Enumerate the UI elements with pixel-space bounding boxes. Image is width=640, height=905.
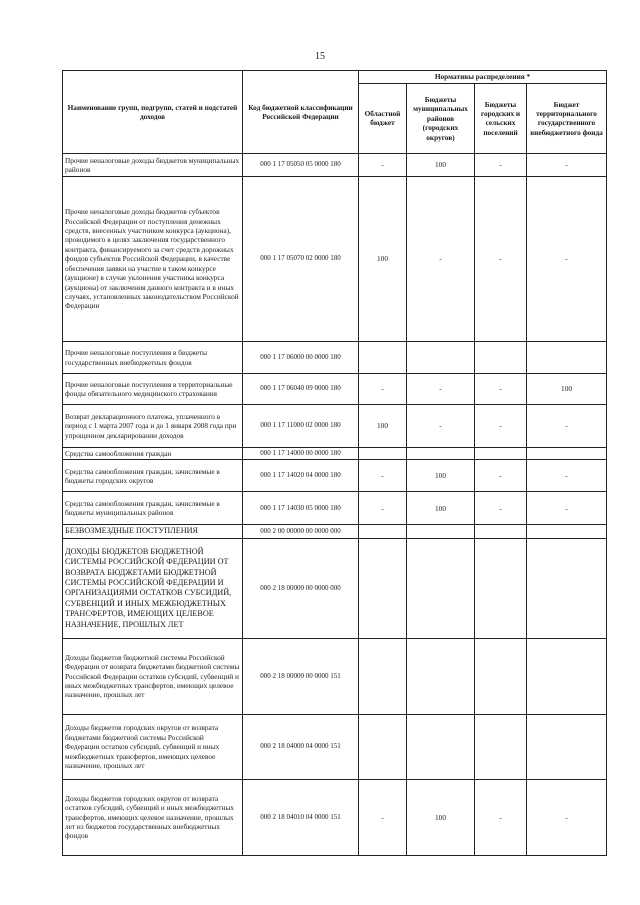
header-regional-budget: Областной бюджет	[359, 83, 407, 153]
table-row	[63, 460, 607, 492]
row-code: 000 2 18 04000 04 0000 151	[243, 714, 359, 779]
row-fund: 100	[527, 374, 607, 405]
table-row	[63, 525, 607, 538]
row-municipal: 100	[407, 460, 475, 492]
row-fund	[527, 538, 607, 638]
row-regional: -	[359, 779, 407, 855]
row-fund	[527, 714, 607, 779]
row-fund: -	[527, 492, 607, 525]
row-settlements: -	[475, 492, 527, 525]
row-code: 000 2 18 00000 00 0000 151	[243, 638, 359, 714]
row-settlements	[475, 714, 527, 779]
row-name: Доходы бюджетов городских округов от возврата остатков субсидий, субвенций и иных межбюджетных трансфертов, имеющих целевое назначение, прошлых лет из бюджетов государственных внебюджетных фондов	[63, 779, 243, 855]
page-number: 15	[315, 51, 325, 62]
row-municipal	[407, 714, 475, 779]
row-name: Прочие неналоговые поступления в территориальные фонды обязательного медицинского страхования	[63, 374, 243, 405]
table-row	[63, 714, 607, 779]
row-code: 000 2 18 00000 00 0000 000	[243, 538, 359, 638]
row-code: 000 1 17 11000 02 0000 180	[243, 405, 359, 448]
row-regional	[359, 448, 407, 460]
row-settlements	[475, 638, 527, 714]
row-fund	[527, 448, 607, 460]
row-regional	[359, 714, 407, 779]
row-settlements: -	[475, 154, 527, 177]
row-settlements	[475, 538, 527, 638]
header-municipal-budgets: Бюджеты муниципальных районов (городских округов)	[407, 83, 475, 153]
row-regional: -	[359, 460, 407, 492]
row-code: 000 1 17 06000 00 0000 180	[243, 342, 359, 374]
table-row	[63, 154, 607, 177]
table-row	[63, 638, 607, 714]
row-municipal: 100	[407, 779, 475, 855]
row-fund: -	[527, 779, 607, 855]
row-settlements: -	[475, 374, 527, 405]
row-regional	[359, 342, 407, 374]
header-settlement-budgets: Бюджеты городских и сельских поселений	[475, 83, 527, 153]
row-municipal: 100	[407, 492, 475, 525]
row-municipal: 100	[407, 154, 475, 177]
row-name: Средства самообложения граждан, зачисляемые в бюджеты городских округов	[63, 460, 243, 492]
row-name: Доходы бюджетов городских округов от возврата бюджетами бюджетной системы Российской Федерации остатков субсидий, субвенций и иных межбюджетных трансфертов, имеющих целевое назначение, прошлых лет	[63, 714, 243, 779]
row-fund: -	[527, 154, 607, 177]
row-municipal	[407, 448, 475, 460]
row-settlements: -	[475, 177, 527, 342]
table-row	[63, 342, 607, 374]
row-regional: -	[359, 374, 407, 405]
table-row	[63, 177, 607, 342]
row-fund	[527, 342, 607, 374]
row-name: Средства самообложения граждан, зачисляемые в бюджеты муниципальных районов	[63, 492, 243, 525]
row-regional	[359, 538, 407, 638]
row-code: 000 2 00 00000 00 0000 000	[243, 525, 359, 538]
row-fund	[527, 525, 607, 538]
row-municipal: -	[407, 177, 475, 342]
row-regional	[359, 638, 407, 714]
revenue-distribution-table	[62, 70, 607, 856]
row-settlements	[475, 525, 527, 538]
row-fund: -	[527, 177, 607, 342]
row-regional: 100	[359, 405, 407, 448]
row-name: ДОХОДЫ БЮДЖЕТОВ БЮДЖЕТНОЙ СИСТЕМЫ РОССИЙСКОЙ ФЕДЕРАЦИИ ОТ ВОЗВРАТА БЮДЖЕТАМИ БЮДЖЕТНОЙ СИСТЕМЫ РОССИЙСКОЙ ФЕДЕРАЦИИ И ОРГАНИЗАЦИЯМИ ОСТАТКОВ СУБСИДИЙ, СУБВЕНЦИЙ И ИНЫХ МЕЖБЮДЖЕТНЫХ ТРАНСФЕРТОВ, ИМЕЮЩИХ ЦЕЛЕВОЕ НАЗНАЧЕНИЕ, ПРОШЛЫХ ЛЕТ	[63, 538, 243, 638]
header-distribution-norms: Нормативы распределения *	[359, 71, 607, 84]
row-municipal	[407, 538, 475, 638]
row-settlements	[475, 342, 527, 374]
table-row	[63, 779, 607, 855]
row-municipal	[407, 342, 475, 374]
table-row	[63, 374, 607, 405]
row-regional	[359, 525, 407, 538]
row-code: 000 1 17 14020 04 0000 180	[243, 460, 359, 492]
row-regional: -	[359, 492, 407, 525]
row-settlements: -	[475, 460, 527, 492]
row-name: БЕЗВОЗМЕЗДНЫЕ ПОСТУПЛЕНИЯ	[63, 525, 243, 538]
header-name: Наименование групп, подгрупп, статей и подстатей доходов	[63, 71, 243, 154]
row-code: 000 1 17 06040 09 0000 180	[243, 374, 359, 405]
row-settlements: -	[475, 779, 527, 855]
row-code: 000 1 17 05070 02 0000 180	[243, 177, 359, 342]
row-fund: -	[527, 460, 607, 492]
row-regional: 100	[359, 177, 407, 342]
table-row	[63, 538, 607, 638]
header-territorial-fund: Бюджет территориального государственного внебюджетного фонда	[527, 83, 607, 153]
row-municipal: -	[407, 405, 475, 448]
row-name: Прочие неналоговые доходы бюджетов субъектов Российской Федерации от поступления денежных средств, внесенных участником конкурса (аукциона), проводимого в целях заключения государственного контракта, финансируемого за счет средств дорожных фондов субъектов Российской Федерации, в качестве обеспечения заявки на участие в таком конкурсе (аукционе) в случае уклонения участника конкурса (аукциона) от заключения данного контракта и в иных случаях, установленных законодательством Российской Федерации	[63, 177, 243, 342]
row-fund	[527, 638, 607, 714]
row-regional: -	[359, 154, 407, 177]
row-municipal	[407, 638, 475, 714]
table-row	[63, 448, 607, 460]
row-name: Прочие неналоговые доходы бюджетов муниципальных районов	[63, 154, 243, 177]
row-municipal	[407, 525, 475, 538]
row-name: Доходы бюджетов бюджетной системы Российской Федерации от возврата бюджетами бюджетной системы Российской Федерации остатков субсидий, субвенций и иных межбюджетных трансфертов, имеющих целевое назначение, прошлых лет	[63, 638, 243, 714]
table-row	[63, 405, 607, 448]
row-name: Прочие неналоговые поступления в бюджеты государственных внебюджетных фондов	[63, 342, 243, 374]
row-code: 000 1 17 05050 05 0000 180	[243, 154, 359, 177]
row-name: Средства самообложения граждан	[63, 448, 243, 460]
row-municipal: -	[407, 374, 475, 405]
row-settlements	[475, 448, 527, 460]
row-code: 000 1 17 14030 05 0000 180	[243, 492, 359, 525]
row-name: Возврат декларационного платежа, уплаченного в период с 1 марта 2007 года и до 1 января 2008 года при упрощенном декларировании доходов	[63, 405, 243, 448]
row-settlements: -	[475, 405, 527, 448]
header-code: Код бюджетной классификации Российской Федерации	[243, 71, 359, 154]
row-code: 000 1 17 14000 00 0000 180	[243, 448, 359, 460]
table-row	[63, 492, 607, 525]
row-code: 000 2 18 04010 04 0000 151	[243, 779, 359, 855]
row-fund: -	[527, 405, 607, 448]
